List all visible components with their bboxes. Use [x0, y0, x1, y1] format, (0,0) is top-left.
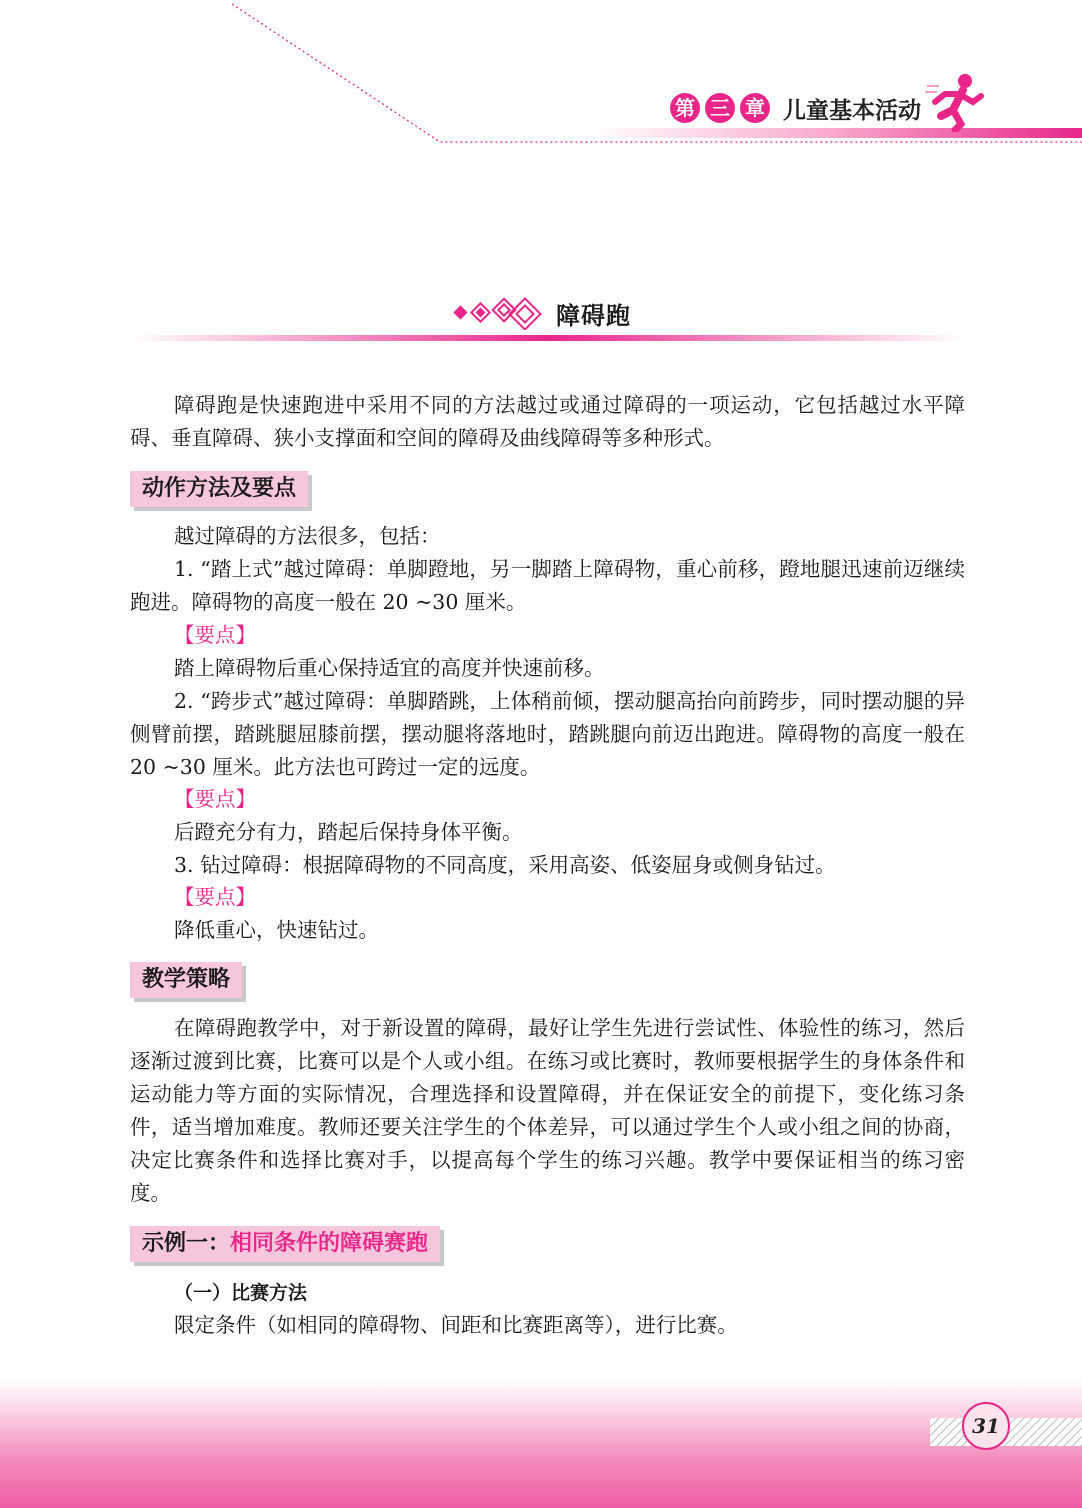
intro-paragraph: 障碍跑是快速跑进中采用不同的方法越过或通过障碍的一项运动，它包括越过水平障碍、垂直障碍、狭小支撑面和空间的障碍及曲线障碍等多种形式。 [130, 393, 965, 450]
example-title: 相同条件的障碍赛跑 [230, 1231, 429, 1256]
key-point-3: 降低重心，快速钻过。 [174, 918, 379, 942]
method-heading: 动作方法及要点 [130, 471, 308, 507]
diamond-ornament-icon [452, 296, 548, 330]
page-number: 31 [962, 1402, 1010, 1450]
method-item-1: 1. “踏上式”越过障碍：单脚蹬地，另一脚踏上障碍物，重心前移，蹬地腿迅速前迈继续跑进。障碍物的高度一般在 20 ~30 厘米。 [130, 557, 965, 614]
key-label-2: 【要点】 [174, 787, 256, 811]
method-item-3: 3. 钻过障碍：根据障碍物的不同高度，采用高姿、低姿屈身或侧身钻过。 [174, 853, 836, 877]
chapter-char-di: 第 [670, 93, 700, 123]
chapter-char-san: 三 [705, 93, 735, 123]
example-subhead: （一）比赛方法 [174, 1282, 308, 1304]
method-lead: 越过障碍的方法很多，包括： [174, 524, 441, 548]
key-point-2: 后蹬充分有力，踏起后保持身体平衡。 [174, 820, 523, 844]
strategy-paragraph: 在障碍跑教学中，对于新设置的障碍，最好让学生先进行尝试性、体验性的练习，然后逐渐过渡到比赛，比赛可以是个人或小组。在练习或比赛时，教师要根据学生的身体条件和运动能力等方面的实际情况，合理选择和设置障碍，并在保证安全的前提下，变化练习条件，适当增加难度。教师还要关注学生的个体差异，可以通过学生个人或小组之间的协商，决定比赛条件和选择比赛对手，以提高每个学生的练习兴趣。教学中要保证相当的练习密度。 [130, 1016, 965, 1205]
example-heading [130, 1226, 440, 1262]
section-title: 障碍跑 [556, 302, 631, 330]
method-item-2: 2. “跨步式”越过障碍：单脚踏跳，上体稍前倾，摆动腿高抬向前跨步，同时摆动腿的异侧臂前摆，踏跳腿屈膝前摆，摆动腿将落地时，踏跳腿向前迈出跑进。障碍物的高度一般在 20 ~30 厘米。此方法也可跨过一定的远度。 [130, 689, 965, 779]
key-label-3: 【要点】 [174, 885, 256, 909]
footer-band [0, 1380, 1082, 1508]
chapter-title: 儿童基本活动 [783, 97, 921, 124]
example-prefix: 示例一： [142, 1231, 231, 1256]
key-point-1: 踏上障碍物后重心保持适宜的高度并快速前移。 [174, 656, 605, 680]
strategy-heading: 教学策略 [130, 962, 242, 998]
section-underline [130, 332, 965, 344]
header-decoration [0, 0, 1082, 160]
key-label-1: 【要点】 [174, 623, 256, 647]
example-text: 限定条件（如相同的障碍物、间距和比赛距离等），进行比赛。 [174, 1313, 738, 1337]
chapter-char-zhang: 章 [740, 93, 770, 123]
runner-icon [925, 72, 989, 132]
